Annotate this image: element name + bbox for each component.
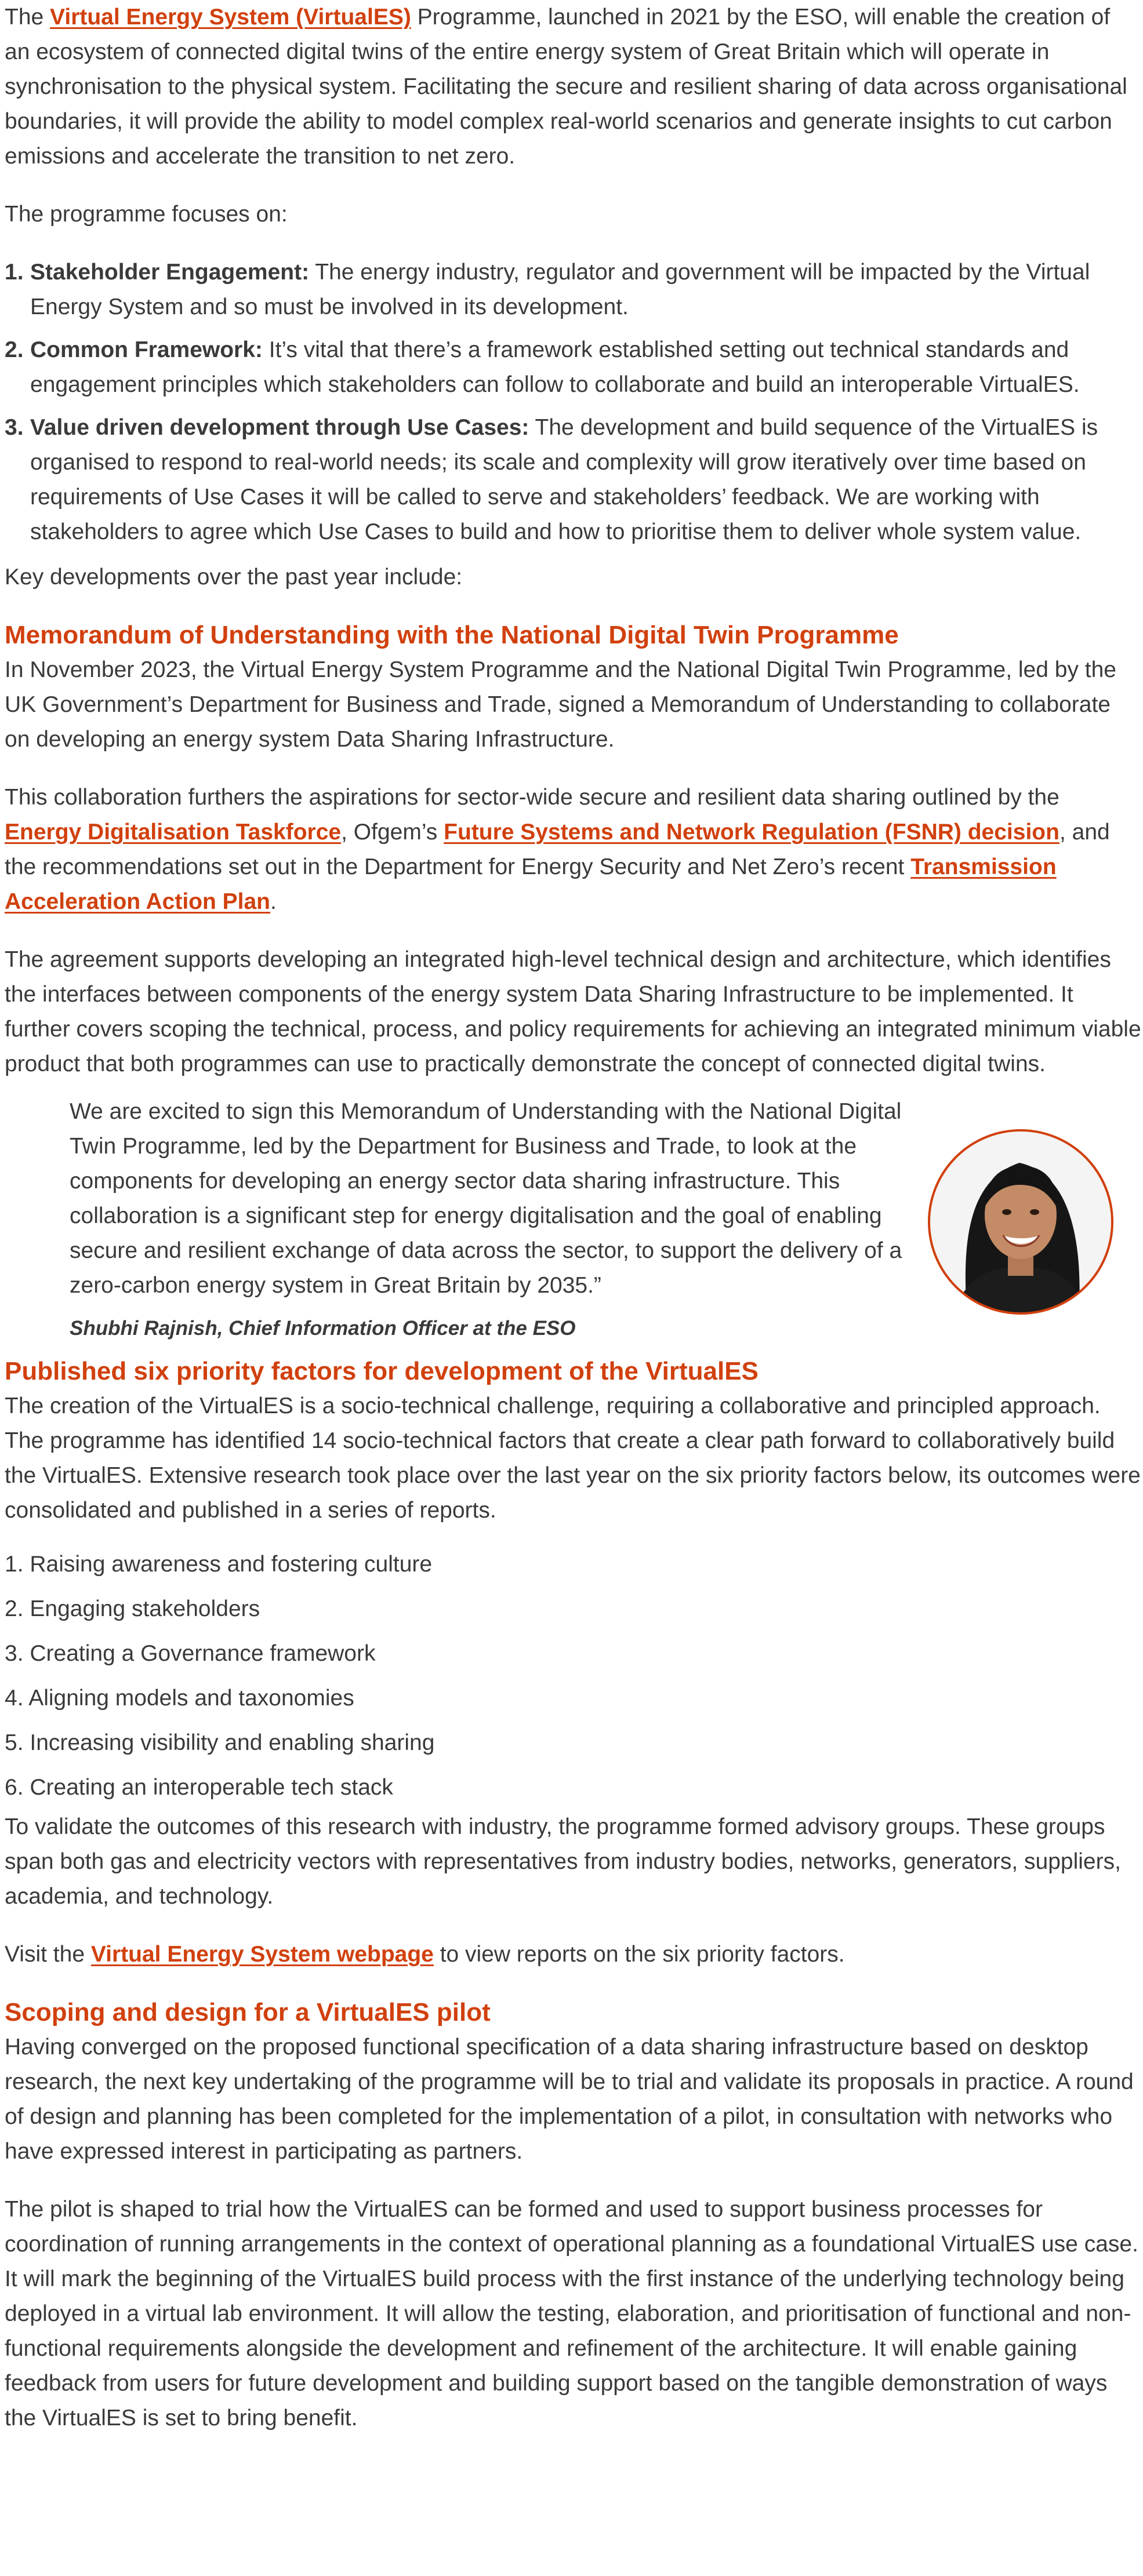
fsnr-decision-link[interactable]: Future Systems and Network Regulation (FSNR) decision	[444, 820, 1059, 845]
quote-attribution: Shubhi Rajnish, Chief Information Officer at the ESO	[70, 1317, 576, 1340]
mou-heading: Memorandum of Understanding with the National Digital Twin Programme	[5, 621, 899, 649]
mou-paragraph-3: The agreement supports developing an integrated high-level technical design and architecture, which identifies the interfaces between components of the energy system Data Sharing Infrastructure to be implemented. It further covers scoping the technical, process, and policy requirements for achieving an integrated minimum viable product that both programmes can use to practically demonstrate the concept of connected digital twins.	[5, 947, 1141, 1076]
quote-text: We are excited to sign this Memorandum of Understanding with the National Digital Twin Programme, led by the Department for Business and Trade, to look at the components for developing an energy sector data sharing infrastructure. This collaboration is a significant step for energy digitalisation and the goal of enabling secure and resilient exchange of data across the sector, to support the delivery of a zero-carbon energy system in Great Britain by 2035.”	[70, 1099, 902, 1298]
factors-visit-paragraph: Visit the Virtual Energy System webpage to view reports on the six priority factors.	[5, 1942, 845, 1967]
focus-intro: The programme focuses on:	[5, 202, 288, 227]
factor-item: 4. Aligning models and taxonomies	[5, 1686, 354, 1711]
virtual-es-webpage-link[interactable]: Virtual Energy System webpage	[90, 1942, 434, 1967]
factor-item: 3. Creating a Governance framework	[5, 1641, 376, 1666]
virtual-es-link[interactable]: Virtual Energy System (VirtualES)	[50, 5, 411, 30]
factors-paragraph-1: The creation of the VirtualES is a socio-technical challenge, requiring a collaborative and principled approach. The programme has identified 14 socio-technical factors that create a clear path forward to collaboratively build the VirtualES. Extensive research took place over the last year on the six priority factors below, its outcomes were consolidated and published in a series of reports.	[5, 1393, 1141, 1523]
pilot-paragraph-1: Having converged on the proposed functional specification of a data sharing infrastructure based on desktop research, the next key undertaking of the programme will be to trial and validate its proposals in practice. A round of design and planning has been completed for the implementation of a pilot, in consultation with networks who have expressed interest in participating as partners.	[5, 2035, 1134, 2164]
factor-item: 1. Raising awareness and fostering culture	[5, 1552, 433, 1577]
transmission-action-plan-link[interactable]: Transmission Acceleration Action Plan	[5, 854, 1057, 914]
mou-paragraph-2: This collaboration furthers the aspirations for sector-wide secure and resilient data sharing outlined by the Energy Digitalisation Taskforce, Ofgem’s Future Systems and Network Regulation (FSNR) decision, and the recommendations set out in the Department for Energy Security and Net Zero’s recent Transmission Acceleration Action Plan.	[5, 785, 1110, 914]
mou-paragraph-1: In November 2023, the Virtual Energy System Programme and the National Digital Twin Programme, led by the UK Government’s Department for Business and Trade, signed a Memorandum of Understanding to collaborate on developing an energy system Data Sharing Infrastructure.	[5, 657, 1116, 752]
focus-item: 2. Common Framework: It’s vital that there’s a framework established setting out technical standards and engagement principles which stakeholders can follow to collaborate and build an interoperable VirtualES.	[5, 337, 1080, 397]
factor-item: 2. Engaging stakeholders	[5, 1596, 260, 1621]
factors-heading: Published six priority factors for development of the VirtualES	[5, 1357, 759, 1385]
portrait-photo	[927, 1128, 1115, 1316]
factors-list	[5, 1542, 1141, 1810]
pilot-paragraph-2: The pilot is shaped to trial how the VirtualES can be formed and used to support business processes for coordination of running arrangements in the context of operational planning as a foundational VirtualES use case. It will mark the beginning of the VirtualES build process with the first instance of the underlying technology being deployed in a virtual lab environment. It will allow the testing, elaboration, and prioritisation of functional and non-functional requirements alongside the development and refinement of the architecture. It will enable gaining feedback from users for future development and building support based on the tangible demonstration of ways the VirtualES is set to bring benefit.	[5, 2197, 1138, 2431]
pilot-heading: Scoping and design for a VirtualES pilot	[5, 1998, 491, 2026]
article	[5, 0, 1141, 2436]
factors-paragraph-2: To validate the outcomes of this research with industry, the programme formed advisory groups. These groups span both gas and electricity vectors with representatives from industry bodies, networks, generators, suppliers, academia, and technology.	[5, 1814, 1121, 1909]
factor-item: 6. Creating an interoperable tech stack	[5, 1775, 393, 1800]
energy-digitalisation-taskforce-link[interactable]: Energy Digitalisation Taskforce	[5, 820, 342, 845]
factor-item: 5. Increasing visibility and enabling sharing	[5, 1730, 435, 1755]
focus-item: 1. Stakeholder Engagement: The energy industry, regulator and government will be impacted by the Virtual Energy System and so must be involved in its development.	[5, 260, 1090, 319]
intro-paragraph: The Virtual Energy System (VirtualES) Programme, launched in 2021 by the ESO, will enable the creation of an ecosystem of connected digital twins of the entire energy system of Great Britain which will operate in synchronisation to the physical system. Facilitating the secure and resilient sharing of data across organisational boundaries, it will provide the ability to model complex real-world scenarios and generate insights to cut carbon emissions and accelerate the transition to net zero.	[5, 5, 1127, 169]
key-developments-intro: Key developments over the past year include:	[5, 565, 463, 590]
quote-block	[5, 1094, 1141, 1303]
focus-list	[5, 255, 1141, 550]
focus-item: 3. Value driven development through Use Cases: The development and build sequence of the VirtualES is organised to respond to real-world needs; its scale and complexity will grow iteratively over time based on requirements of Use Cases it will be called to serve and stakeholders’ feedback. We are working with stakeholders to agree which Use Cases to build and how to prioritise them to deliver whole system value.	[5, 415, 1098, 544]
